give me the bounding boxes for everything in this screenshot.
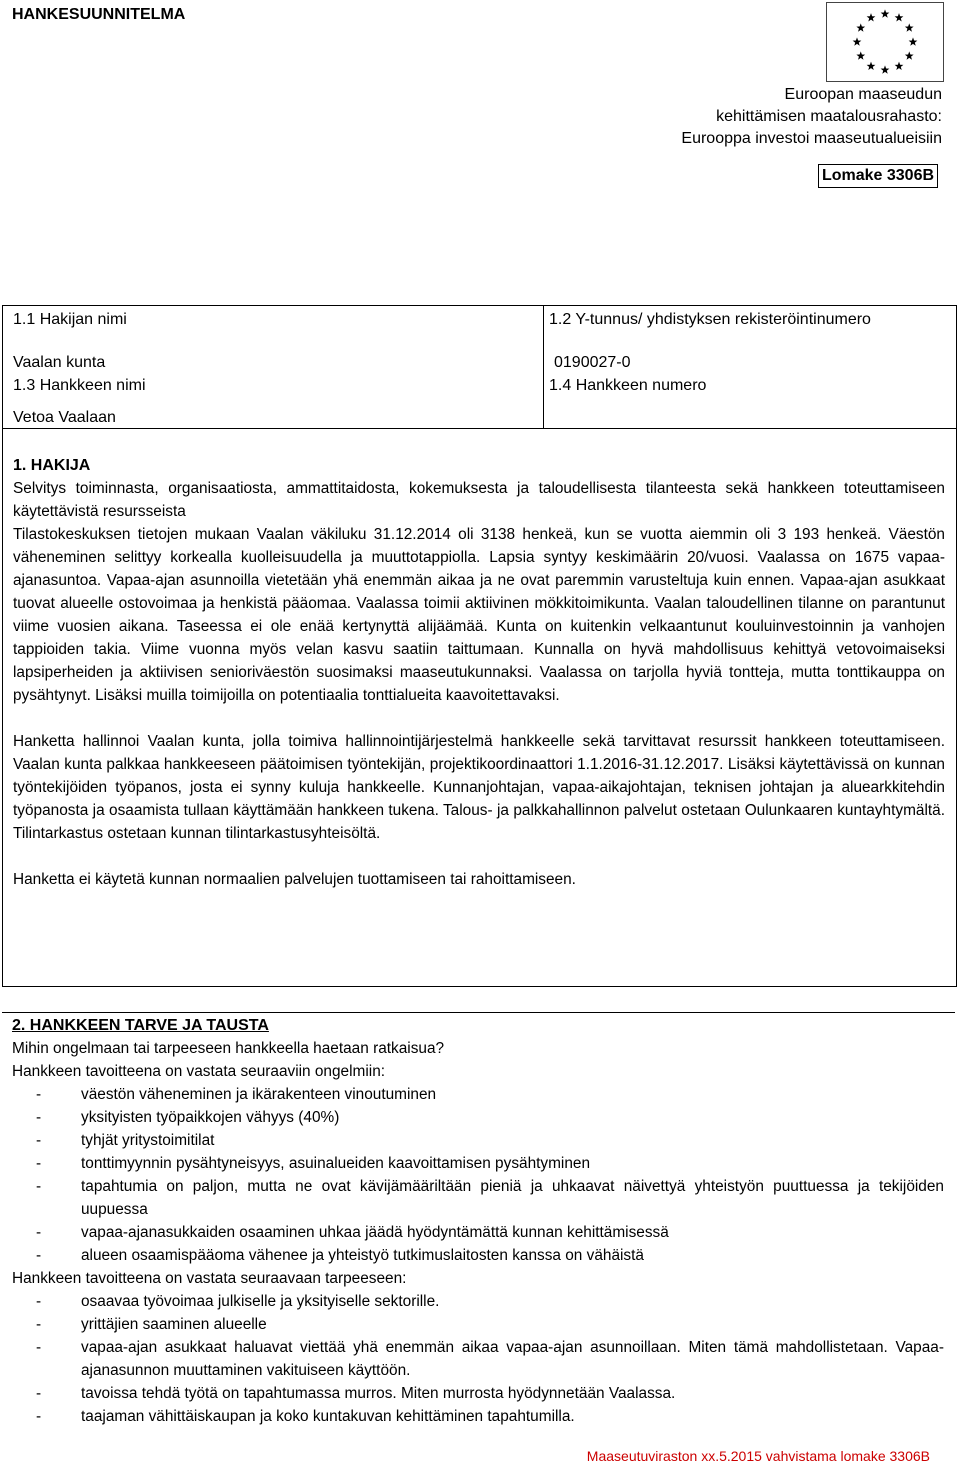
- star-icon: [856, 51, 865, 59]
- agency-line-3: Eurooppa investoi maaseutualueisiin: [681, 130, 942, 147]
- footer-approval-note: Maaseutuviraston xx.5.2015 vahvistama lomake 3306B: [586, 1448, 930, 1464]
- table-divider: [543, 306, 544, 428]
- project-number-label: 1.4 Hankkeen numero: [549, 377, 707, 394]
- form-code-box: Lomake 3306B: [818, 164, 938, 188]
- list-item: - vapaa-ajan asukkaat haluavat viettää yhä enemmän aikaa vapaa-ajan asunnoillaan. Miten tämä mahdollistetaan. Vapaa-ajanasunnon muuttaminen vakituiseen käyttöön.: [36, 1339, 944, 1379]
- section-applicant: [2, 428, 957, 987]
- document-title: HANKESUUNNITELMA: [12, 6, 186, 23]
- list-item: - yksityisten työpaikkojen vähyys (40%): [36, 1109, 340, 1126]
- list-item: - yrittäjien saaminen alueelle: [36, 1316, 267, 1333]
- star-icon: [909, 37, 918, 45]
- list-item: - taajaman vähittäiskaupan ja koko kuntakuvan kehittäminen tapahtumilla.: [36, 1408, 575, 1425]
- star-icon: [895, 13, 904, 21]
- needs-intro: Hankkeen tavoitteena on vastata seuraavaan tarpeeseen:: [12, 1270, 407, 1287]
- section1-heading: 1. HAKIJA: [13, 457, 91, 474]
- star-icon: [856, 23, 865, 31]
- business-id-value: 0190027-0: [554, 354, 631, 371]
- star-icon: [895, 62, 904, 70]
- needs-list: [12, 1290, 944, 1428]
- list-item: - alueen osaamispääoma vähenee ja yhteistyö tutkimuslaitosten kanssa on vähäistä: [36, 1247, 644, 1264]
- list-item: - tonttimyynnin pysähtyneisyys, asuinalueiden kaavoittamisen pysähtyminen: [36, 1155, 591, 1172]
- eu-flag-logo: [826, 2, 944, 82]
- section1-intro: Selvitys toiminnasta, organisaatiosta, ammattitaidosta, kokemuksesta ja taloudellisesta tilanteesta sekä hankkeen toteuttamiseen käytettävistä resursseista: [13, 480, 945, 520]
- star-icon: [905, 23, 914, 31]
- list-item: - tavoissa tehdä työtä on tapahtumassa murros. Miten murrosta hyödynnetään Vaalassa.: [36, 1385, 676, 1402]
- star-icon: [881, 9, 890, 17]
- list-item: - väestön väheneminen ja ikärakenteen vinoutuminen: [36, 1086, 437, 1103]
- star-icon: [867, 13, 876, 21]
- star-icon: [905, 51, 914, 59]
- business-id-label: 1.2 Y-tunnus/ yhdistyksen rekisteröintinumero: [549, 311, 871, 328]
- section2-heading: 2. HANKKEEN TARVE JA TAUSTA: [12, 1017, 269, 1034]
- star-icon: [867, 62, 876, 70]
- star-icon: [853, 37, 862, 45]
- applicant-info-table: [2, 305, 957, 429]
- list-item: - osaavaa työvoimaa julkiselle ja yksityiselle sektorille.: [36, 1293, 440, 1310]
- agency-line-2: kehittämisen maatalousrahasto:: [716, 108, 942, 125]
- list-item: - tyhjät yritystoimitilat: [36, 1132, 215, 1149]
- project-name-label: 1.3 Hankkeen nimi: [13, 377, 146, 394]
- problems-list: [12, 1083, 944, 1267]
- applicant-name-label: 1.1 Hakijan nimi: [13, 311, 127, 328]
- star-icon: [881, 65, 890, 73]
- eu-stars-icon: [827, 3, 943, 81]
- section1-paragraph-3: Hanketta ei käytetä kunnan normaalien palvelujen tuottamiseen tai rahoittamiseen.: [13, 871, 576, 888]
- section2-question: Mihin ongelmaan tai tarpeeseen hankkeella haetaan ratkaisua?: [12, 1040, 445, 1057]
- project-name-value: Vetoa Vaalaan: [13, 409, 116, 426]
- agency-line-1: Euroopan maaseudun: [784, 86, 942, 103]
- section1-paragraph-2: Hanketta hallinnoi Vaalan kunta, jolla toimiva hallinnointijärjestelmä hankkeelle sekä tarvittavat resurssit hankkeen toteuttamiseen. Vaalan kunta palkkaa hankkeeseen päätoimisen työntekijän, projektikoordinaattori 1.1.2016-31.12.2017. Lisäksi käytettävissä on kunnan työntekijöiden työpanos, josta ei synny kuluja hankkeelle. Kunnanjohtajan, vapaa-aikajohtajan, teknisen johtajan ja aluearkkitehdin työpanosta ja osaamista tullaan käyttämään hankkeen tukena. Talous- ja palkkahallinnon palvelut ostetaan Oulunkaaren kuntayhtymältä. Tilintarkastus ostetaan kunnan tilintarkastusyhteisöltä.: [13, 733, 945, 842]
- applicant-name-value: Vaalan kunta: [13, 354, 106, 371]
- problems-intro: Hankkeen tavoitteena on vastata seuraaviin ongelmiin:: [12, 1063, 386, 1080]
- section-need-background: [2, 1012, 955, 1431]
- section1-paragraph-1: Tilastokeskuksen tietojen mukaan Vaalan väkiluku 31.12.2014 oli 3138 henkeä, kun se vuotta aiemmin oli 3 193 henkeä. Väestön väheneminen selittyy korkealla kuolleisuudella ja muuttotappiolla. Lapsia syntyy keskimäärin 20/vuosi. Vaalassa on 1675 vapaa-ajanasuntoa. Vapaa-ajan asunnoilla vietetään yhä enemmän aikaa ja ne ovat paremmin varusteltuja kuin ennen. Vapaa-ajan asukkaat tuovat alueelle ostovoimaa ja henkistä pääomaa. Vaalassa toimii aktiivinen mökkitoimikunta. Vaalan taloudellinen tilanne on parantunut viime vuosien aikana. Taseessa ei ole enää kertynyttä alijäämää. Kunta on kuitenkin velkaantunut kouluinvestoinnin ja vanhojen tappioiden takia. Viime vuonna myös velan kasvu saatiin taittumaan. Kunnalla on hyvä mahdollisuus kehittyä vetovoimaiseksi lapsiperheiden ja aktiivisen senioriväestön suosimaksi maaseutukunnaksi. Vaalassa on tarjolla hyviä tontteja, mutta tonttikauppa on pysähtynyt. Lisäksi muilla toimijoilla on potentiaalia tonttialueita kaavoitettavaksi.: [13, 526, 945, 704]
- list-item: - tapahtumia on paljon, mutta ne ovat kävijämääriltään pieniä ja uhkaavat näivettyä yhteistyön puuttuessa ja tekijöiden uupuessa: [36, 1178, 944, 1218]
- funding-agency-text: [681, 84, 942, 150]
- list-item: - vapaa-ajanasukkaiden osaaminen uhkaa jäädä hyödyntämättä kunnan kehittämisessä: [36, 1224, 669, 1241]
